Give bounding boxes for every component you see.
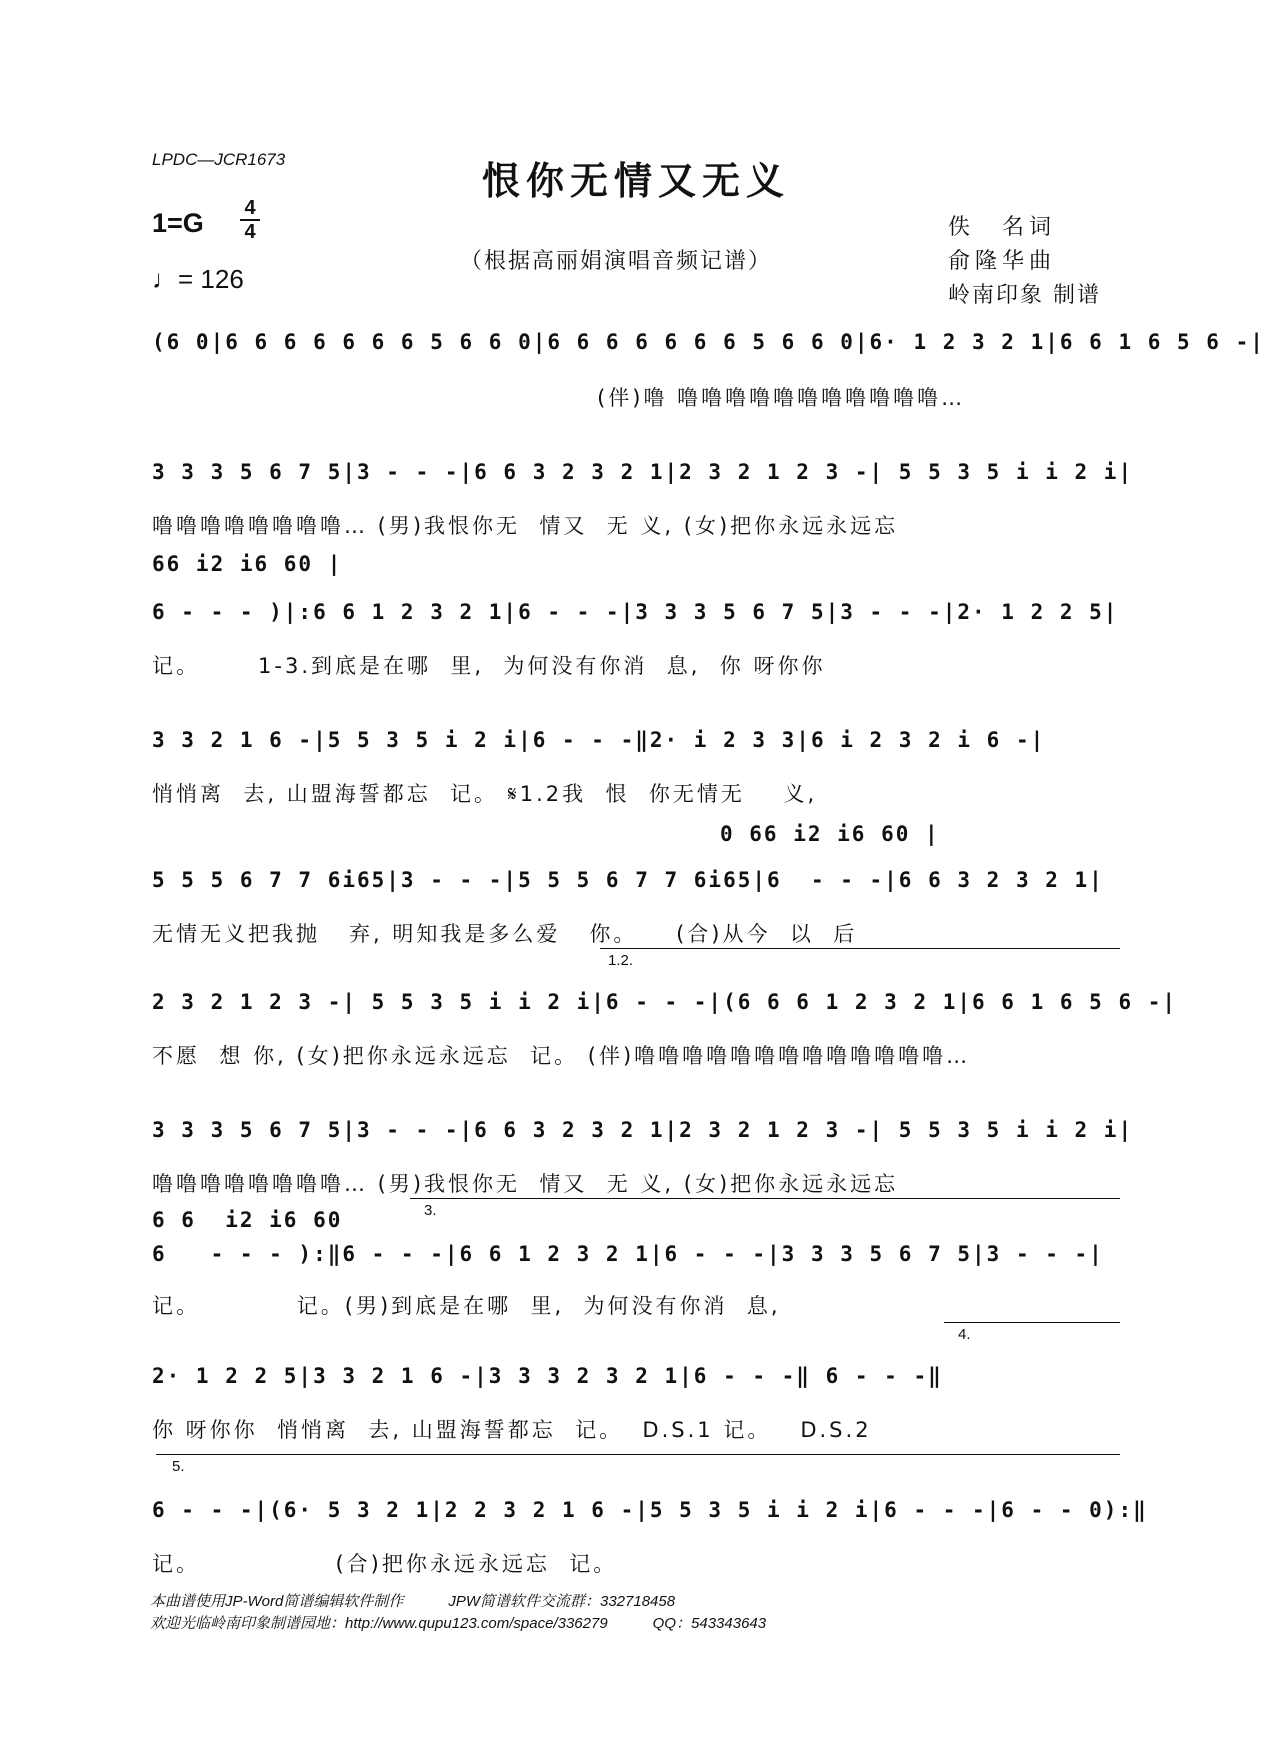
volta-line-5 — [156, 1454, 1120, 1455]
time-denominator: 4 — [244, 221, 256, 243]
upper-voice-row-5: 0 66 i2 i6 60 | — [720, 822, 940, 846]
lyric-row-10: 记。 (合)把你永远永远忘 记。 — [152, 1552, 618, 1576]
volta-line-3 — [410, 1198, 1120, 1199]
music-row-7: 3 3 3 5 6 7 5|3 - - -|6 6 3 2 3 2 1|2 3 2 1 2 3 -| 5 5 3 5 i i 2 i| — [152, 1118, 1134, 1142]
lyric-row-5: 无情无义把我抛 弃, 明知我是多么爱 你。 (合)从今 以 后 — [152, 922, 858, 946]
music-row-10: 6 - - -|(6· 5 3 2 1|2 2 3 2 1 6 -|5 5 3 5 i i 2 i|6 - - -|6 - - 0):‖ — [152, 1498, 1148, 1522]
volta-label-1-2: 1.2. — [608, 952, 634, 969]
footer-line-1: 本曲谱使用JP-Word简谱编辑软件制作 JPW简谱软件交流群：332718458 — [150, 1593, 676, 1610]
volta-line-1-2 — [600, 948, 1120, 949]
music-row-3: 6 - - - )|:6 6 1 2 3 2 1|6 - - -|3 3 3 5 6 7 5|3 - - -|2· 1 2 2 5| — [152, 600, 1119, 624]
lyric-row-2: 噜噜噜噜噜噜噜噜… (男)我恨你无 情又 无 义, (女)把你永远永远忘 — [152, 514, 899, 538]
volta-label-5: 5. — [172, 1458, 185, 1475]
footer-line-2: 欢迎光临岭南印象制谱园地：http://www.qupu123.com/space/336279 QQ：543343643 — [150, 1615, 767, 1632]
volta-label-4: 4. — [958, 1326, 971, 1343]
music-row-5: 5 5 5 6 7 7 6i65|3 - - -|5 5 5 6 7 7 6i65|6 - - -|6 6 3 2 3 2 1| — [152, 868, 1104, 892]
credit-composer: 俞隆华曲 — [948, 249, 1057, 274]
lyric-row-4: 悄悄离 去, 山盟海誓都忘 记。 𝄋1.2我 恨 你无情无 义, — [152, 782, 818, 806]
score-title: 恨你无情又无义 — [481, 158, 790, 203]
score-subtitle: （根据高丽娟演唱音频记谱） — [460, 249, 773, 274]
key-signature: 1=G — [152, 208, 204, 238]
music-row-4: 3 3 2 1 6 -|5 5 3 5 i 2 i|6 - - -‖2· i 2 3 3|6 i 2 3 2 i 6 -| — [152, 728, 1046, 752]
lyric-row-6: 不愿 想 你, (女)把你永远永远忘 记。 (伴)噜噜噜噜噜噜噜噜噜噜噜噜噜… — [152, 1044, 971, 1068]
tempo-marking: ♩= 126 — [152, 264, 244, 294]
music-row-8: 6 - - - ):‖6 - - -|6 6 1 2 3 2 1|6 - - -|3 3 3 5 6 7 5|3 - - -| — [152, 1242, 1104, 1266]
score-code: LPDC—JCR1673 — [152, 150, 286, 169]
lyric-row-7: 噜噜噜噜噜噜噜噜… (男)我恨你无 情又 无 义, (女)把你永远永远忘 — [152, 1172, 899, 1196]
music-row-9: 2· 1 2 2 5|3 3 2 1 6 -|3 3 3 2 3 2 1|6 - - -‖ 6 - - -‖ — [152, 1364, 943, 1388]
lyric-row-3: 记。 1-3.到底是在哪 里, 为何没有你消 息, 你 呀你你 — [152, 654, 826, 678]
upper-voice-row-8: 6 6 i2 i6 60 — [152, 1208, 343, 1232]
lyric-row-8: 记。 记。(男)到底是在哪 里, 为何没有你消 息, — [152, 1294, 781, 1318]
time-numerator: 4 — [244, 197, 256, 219]
time-signature — [238, 198, 262, 242]
lyric-row-9: 你 呀你你 悄悄离 去, 山盟海誓都忘 记。 D.S.1 记。 D.S.2 — [152, 1418, 872, 1442]
volta-label-3: 3. — [424, 1202, 437, 1219]
lyric-row-1: (伴)噜 噜噜噜噜噜噜噜噜噜噜噜… — [152, 386, 966, 410]
music-row-6: 2 3 2 1 2 3 -| 5 5 3 5 i i 2 i|6 - - -|(6 6 6 1 2 3 2 1|6 6 1 6 5 6 -| — [152, 990, 1178, 1014]
music-row-1: (6 0|6 6 6 6 6 6 6 5 6 6 0|6 6 6 6 6 6 6 5 6 6 0|6· 1 2 3 2 1|6 6 1 6 5 6 -| — [152, 330, 1265, 354]
credit-lyricist: 佚 名词 — [948, 215, 1057, 240]
volta-line-4 — [944, 1322, 1120, 1323]
credit-arranger: 岭南印象 制谱 — [948, 283, 1101, 308]
music-row-2: 3 3 3 5 6 7 5|3 - - -|6 6 3 2 3 2 1|2 3 2 1 2 3 -| 5 5 3 5 i i 2 i| — [152, 460, 1134, 484]
upper-voice-row-3: 66 i2 i6 60 | — [152, 552, 343, 576]
